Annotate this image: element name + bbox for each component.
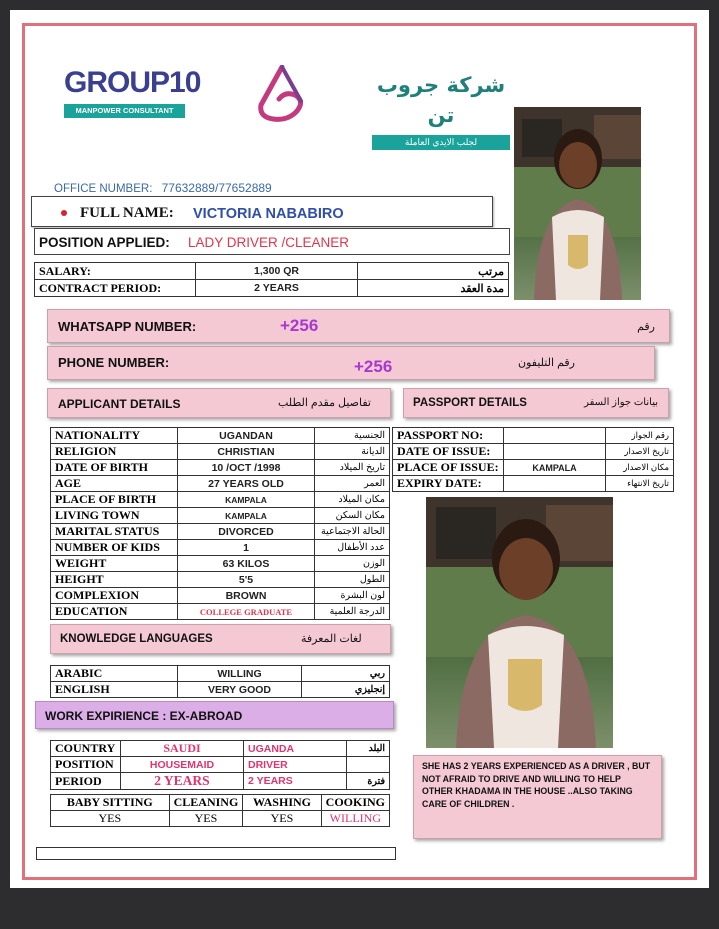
applicant-label: EDUCATION: [51, 604, 178, 620]
language-label: ENGLISH: [51, 682, 178, 698]
office-number-label: OFFICE NUMBER:: [54, 183, 153, 195]
languages-label: KNOWLEDGE LANGUAGES: [60, 633, 213, 645]
applicant-label: RELIGION: [51, 444, 178, 460]
phone-label: PHONE NUMBER:: [58, 355, 170, 370]
skill-cooking-value: WILLING: [321, 811, 389, 827]
contract-value: 2 YEARS: [196, 280, 358, 297]
applicant-row: [51, 572, 390, 588]
work-period-v1: 2 YEARS: [121, 773, 244, 790]
skill-cooking-header: COOKING: [321, 795, 389, 811]
group10-logo-text: GROUP10: [64, 66, 201, 99]
applicant-label: LIVING TOWN: [51, 508, 178, 524]
work-period-row: [51, 773, 390, 790]
full-name-box: [31, 196, 493, 227]
applicant-value: CHRISTIAN: [178, 444, 315, 460]
applicant-row: [51, 444, 390, 460]
passport-label: EXPIRY DATE:: [393, 476, 504, 492]
work-position-v1: HOUSEMAID: [121, 757, 244, 773]
passport-label: PASSPORT NO:: [393, 428, 504, 444]
applicant-value: 10 /OCT /1998: [178, 460, 315, 476]
work-experience-header: [35, 701, 394, 729]
skill-baby-sitting-header: BABY SITTING: [51, 795, 170, 811]
full-name-value: VICTORIA NABABIRO: [193, 206, 344, 222]
skill-washing-header: WASHING: [243, 795, 321, 811]
applicant-row: [51, 588, 390, 604]
applicant-table: [50, 427, 390, 620]
group10-logo: [64, 66, 201, 124]
work-position-ar: [347, 757, 390, 773]
passport-ar: تاريخ الانتهاء: [606, 476, 674, 492]
applicant-value: 27 YEARS OLD: [178, 476, 315, 492]
arabic-logo: [372, 70, 510, 147]
passport-row: [393, 428, 674, 444]
full-name-label: FULL NAME:: [80, 205, 174, 221]
position-applied-value: LADY DRIVER /CLEANER: [188, 235, 350, 250]
work-country-row: [51, 741, 390, 757]
applicant-value: 5'5: [178, 572, 315, 588]
candidate-photo-top: [514, 107, 641, 300]
work-country-ar: البلد: [347, 741, 390, 757]
applicant-label: AGE: [51, 476, 178, 492]
applicant-ar: الوزن: [315, 556, 390, 572]
applicant-value: 63 KILOS: [178, 556, 315, 572]
candidate-photo-large: [426, 497, 613, 748]
applicant-value: COLLEGE GRADUATE: [178, 604, 315, 620]
language-row: [51, 682, 390, 698]
applicant-row: [51, 556, 390, 572]
position-applied-label: POSITION APPLIED:: [39, 235, 170, 250]
applicant-ar: مكان الميلاد: [315, 492, 390, 508]
applicant-row: [51, 508, 390, 524]
applicant-row: [51, 492, 390, 508]
salary-value: 1,300 QR: [196, 263, 358, 280]
applicant-row: [51, 604, 390, 620]
language-ar: ربي: [302, 666, 390, 682]
passport-table: [392, 427, 674, 492]
group10-logo-subtitle: MANPOWER CONSULTANT: [64, 104, 185, 118]
work-country-v1: SAUDI: [121, 741, 244, 757]
applicant-ar: الحالة الاجتماعية: [315, 524, 390, 540]
passport-ar: مكان الاصدار: [606, 460, 674, 476]
passport-row: [393, 476, 674, 492]
passport-row: [393, 444, 674, 460]
skill-cleaning-value: YES: [169, 811, 243, 827]
phone-box: [47, 346, 655, 380]
languages-header: [50, 624, 391, 654]
applicant-value: KAMPALA: [178, 492, 315, 508]
passport-details-header: [403, 388, 669, 418]
whatsapp-value: +256: [280, 316, 319, 335]
passport-details-ar: بيانات جواز السفر: [584, 397, 658, 408]
remarks-text: SHE HAS 2 YEARS EXPERIENCED AS A DRIVER , BUT NOT AFRAID TO DRIVE AND WILLING TO HELP OTHER KHADAMA IN THE HOUSE ..ALSO TAKING CARE OF CHILDREN .: [422, 761, 651, 809]
applicant-ar: لون البشرة: [315, 588, 390, 604]
skill-baby-sitting-value: YES: [51, 811, 170, 827]
language-ar: إنجليزي: [302, 682, 390, 698]
position-applied-box: [34, 228, 510, 255]
bullet-icon: [61, 210, 67, 216]
applicant-value: DIVORCED: [178, 524, 315, 540]
work-period-ar: فترة: [347, 773, 390, 790]
applicant-label: HEIGHT: [51, 572, 178, 588]
work-experience-label: WORK EXPIRIENCE : EX-ABROAD: [45, 709, 243, 723]
language-label: ARABIC: [51, 666, 178, 682]
skills-table: [50, 794, 390, 827]
applicant-ar: الديانة: [315, 444, 390, 460]
salary-row: [35, 263, 509, 280]
applicant-label: COMPLEXION: [51, 588, 178, 604]
contract-label: CONTRACT PERIOD:: [35, 280, 196, 297]
salary-table: [34, 262, 509, 297]
applicant-row: [51, 428, 390, 444]
contract-row: [35, 280, 509, 297]
contract-ar: مدة العقد: [358, 280, 509, 297]
skills-header-row: [51, 795, 390, 811]
passport-ar: رقم الجواز: [606, 428, 674, 444]
applicant-value: KAMPALA: [178, 508, 315, 524]
applicant-label: WEIGHT: [51, 556, 178, 572]
arabic-logo-subtitle: لجلب الايدي العاملة: [372, 135, 510, 150]
arabic-logo-text: شركة جروب تن: [376, 73, 506, 127]
passport-row: [393, 460, 674, 476]
passport-label: DATE OF ISSUE:: [393, 444, 504, 460]
work-period-label: PERIOD: [51, 773, 121, 790]
passport-details-label: PASSPORT DETAILS: [413, 397, 527, 409]
applicant-label: DATE OF BIRTH: [51, 460, 178, 476]
applicant-value: BROWN: [178, 588, 315, 604]
applicant-label: PLACE OF BIRTH: [51, 492, 178, 508]
applicant-ar: الدرجة العلمية: [315, 604, 390, 620]
languages-table: [50, 665, 390, 698]
passport-value: [504, 444, 606, 460]
center-logo-icon: [255, 65, 309, 123]
office-number-row: [54, 181, 272, 195]
remarks-box: [413, 755, 662, 839]
applicant-ar: الجنسية: [315, 428, 390, 444]
skill-washing-value: YES: [243, 811, 321, 827]
salary-label: SALARY:: [35, 263, 196, 280]
languages-ar: لغات المعرفة: [301, 633, 362, 645]
applicant-label: NUMBER OF KIDS: [51, 540, 178, 556]
office-number-value: 77632889/77652889: [161, 181, 272, 195]
language-value: WILLING: [178, 666, 302, 682]
work-position-row: [51, 757, 390, 773]
applicant-ar: عدد الأطفال: [315, 540, 390, 556]
work-period-v2: 2 YEARS: [244, 773, 347, 790]
whatsapp-ar: رقم: [637, 321, 655, 333]
work-country-label: COUNTRY: [51, 741, 121, 757]
applicant-row: [51, 460, 390, 476]
language-row: [51, 666, 390, 682]
work-table: [50, 740, 390, 790]
applicant-details-header: [47, 388, 391, 418]
applicant-label: NATIONALITY: [51, 428, 178, 444]
work-position-v2: DRIVER: [244, 757, 347, 773]
salary-ar: مرتب: [358, 263, 509, 280]
work-position-label: POSITION: [51, 757, 121, 773]
applicant-row: [51, 540, 390, 556]
applicant-ar: العمر: [315, 476, 390, 492]
applicant-details-label: APPLICANT DETAILS: [58, 397, 181, 411]
bottom-empty-field: [36, 847, 396, 860]
passport-value: [504, 428, 606, 444]
phone-value: +256: [354, 357, 393, 376]
applicant-label: MARITAL STATUS: [51, 524, 178, 540]
language-value: VERY GOOD: [178, 682, 302, 698]
applicant-ar: الطول: [315, 572, 390, 588]
applicant-row: [51, 524, 390, 540]
passport-value: [504, 476, 606, 492]
skill-cleaning-header: CLEANING: [169, 795, 243, 811]
passport-ar: تاريخ الاصدار: [606, 444, 674, 460]
passport-value: KAMPALA: [504, 460, 606, 476]
work-country-v2: UGANDA: [244, 741, 347, 757]
applicant-row: [51, 476, 390, 492]
whatsapp-box: [47, 309, 670, 343]
whatsapp-label: WHATSAPP NUMBER:: [58, 319, 197, 334]
applicant-value: 1: [178, 540, 315, 556]
applicant-details-ar: تفاصيل مقدم الطلب: [278, 397, 371, 409]
skills-value-row: [51, 811, 390, 827]
applicant-ar: تاريخ الميلاد: [315, 460, 390, 476]
applicant-value: UGANDAN: [178, 428, 315, 444]
applicant-ar: مكان السكن: [315, 508, 390, 524]
passport-label: PLACE OF ISSUE:: [393, 460, 504, 476]
phone-ar: رقم التليفون: [518, 357, 575, 369]
